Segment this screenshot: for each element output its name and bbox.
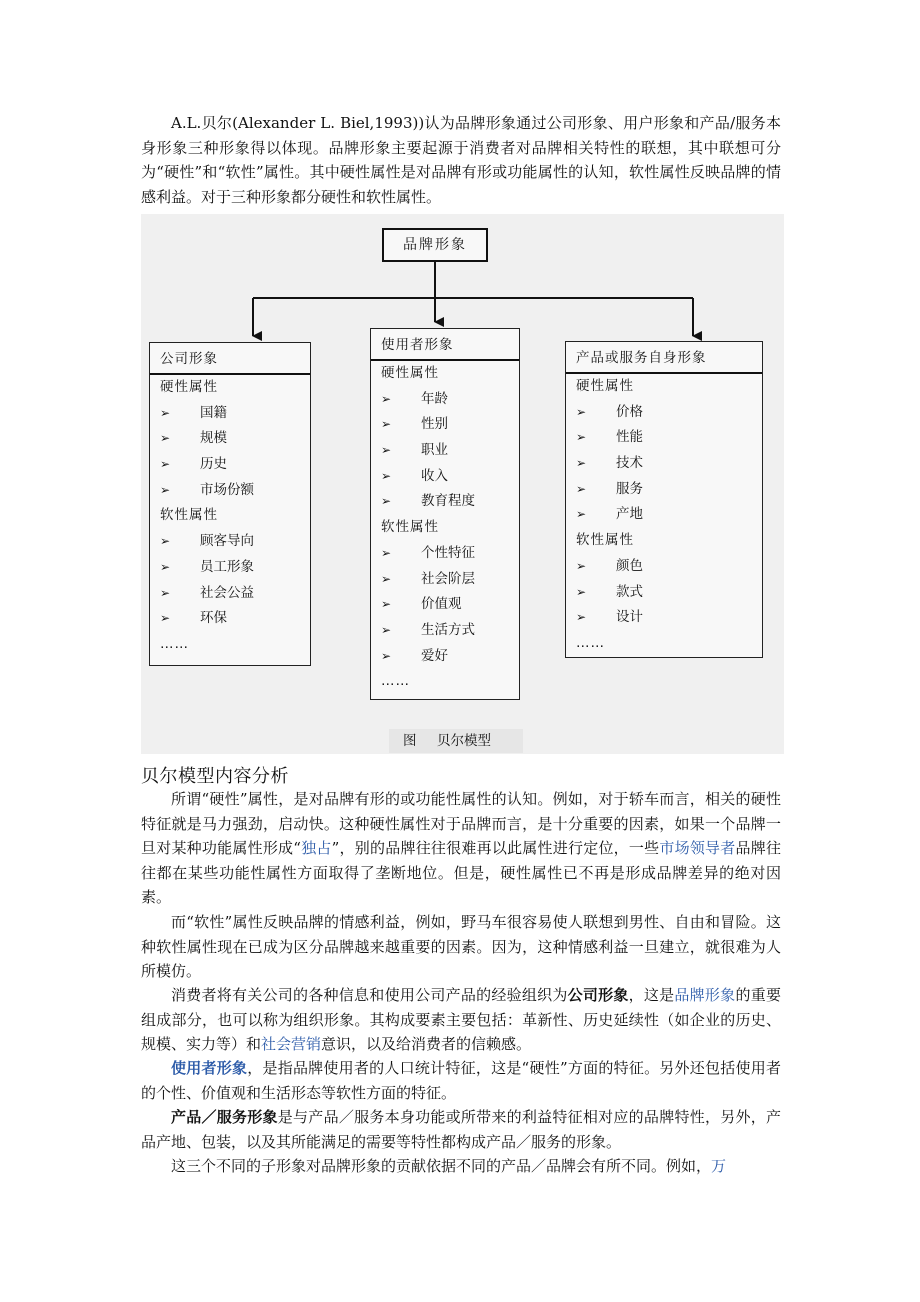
bullet-arrow-icon: ➢ [160, 585, 171, 600]
paragraph-hard-attributes: 所谓“硬性”属性，是对品牌有形的或功能性属性的认知。例如，对于轿车而言，相关的硬性特征就是马力强劲，启动快。这种硬性属性对于品牌而言，是十分重要的因素，如果一个品牌一旦对某种功能属性形成“独占”，别的品牌往往很难再以此属性进行定位，一些市场领导者品牌往往都在某些功能性属性方面取得了垄断地位。但是，硬性属性已不再是形成品牌差异的绝对因素。 [141, 790, 781, 906]
bullet-arrow-icon: ➢ [381, 468, 392, 483]
bullet-arrow-icon: ➢ [160, 534, 171, 549]
bullet-arrow-icon: ➢ [381, 545, 392, 560]
ellipsis: …… [381, 673, 410, 690]
list-item: ➢ 个性特征 [371, 541, 519, 567]
bullet-arrow-icon: ➢ [576, 430, 587, 445]
list-item: ➢ 设计 [566, 605, 762, 631]
bullet-arrow-icon: ➢ [381, 443, 392, 458]
link-truncated[interactable]: 万 [711, 1157, 727, 1175]
list-item: ➢ 技术 [566, 451, 762, 477]
list-item: ➢ 颜色 [566, 554, 762, 580]
list-item: ➢ 价值观 [371, 592, 519, 618]
link-monopoly[interactable]: 独占 [300, 839, 332, 857]
list-item: ➢ 国籍 [150, 401, 310, 427]
biel-model-figure [141, 214, 784, 754]
bullet-arrow-icon: ➢ [576, 404, 587, 419]
bullet-arrow-icon: ➢ [160, 611, 171, 626]
intro-text: A.L.贝尔(Alexander L. Biel,1993))认为品牌形象通过公司形象、用户形象和产品/服务本身形象三种形象得以体现。品牌形象主要起源于消费者对品牌相关特性的联想，其中联想可分为“硬性”和“软性”属性。其中硬性属性是对品牌有形或功能属性的认知，软性属性反映品牌的情感利益。对于三种形象都分硬性和软性属性。 [141, 114, 781, 206]
hard-attributes-label: 硬性属性 [576, 378, 634, 394]
soft-attributes-label: 软性属性 [576, 532, 634, 549]
bullet-arrow-icon: ➢ [160, 457, 171, 472]
bullet-arrow-icon: ➢ [160, 482, 171, 497]
list-item: ➢ 社会公益 [150, 581, 310, 607]
paragraph-sub-images: 这三个不同的子形象对品牌形象的贡献依据不同的产品／品牌会有所不同。例如，万 [171, 1157, 727, 1175]
list-item: ➢ 爱好 [371, 644, 519, 670]
bullet-arrow-icon: ➢ [160, 559, 171, 574]
list-item: ➢ 产地 [566, 502, 762, 528]
bullet-arrow-icon: ➢ [576, 456, 587, 471]
bullet-arrow-icon: ➢ [381, 417, 392, 432]
paragraph-company-image: 消费者将有关公司的各种信息和使用公司产品的经验组织为公司形象，这是品牌形象的重要组成部分，也可以称为组织形象。其构成要素主要包括：革新性、历史延续性（如企业的历史、规模、实力等）和社会营销意识，以及给消费者的信赖感。 [141, 986, 781, 1053]
list-item: ➢ 款式 [566, 580, 762, 606]
intro-paragraph [141, 111, 781, 209]
product-service-image-title: 产品或服务自身形象 [566, 342, 762, 374]
user-image-title: 使用者形象 [371, 329, 519, 361]
bullet-arrow-icon: ➢ [381, 597, 392, 612]
list-item: ➢ 服务 [566, 477, 762, 503]
bullet-arrow-icon: ➢ [576, 610, 587, 625]
link-social-marketing[interactable]: 社会营销 [261, 1035, 322, 1053]
list-item: ➢ 历史 [150, 452, 310, 478]
link-brand-image[interactable]: 品牌形象 [674, 986, 736, 1004]
bullet-arrow-icon: ➢ [576, 507, 587, 522]
list-item: ➢ 价格 [566, 400, 762, 426]
caption-title: 贝尔模型 [437, 733, 491, 749]
list-item: ➢ 环保 [150, 606, 310, 632]
paragraph-user-image: 使用者形象，是指品牌使用者的人口统计特征，这是“硬性”方面的特征。另外还包括使用者的个性、价值观和生活形态等软性方面的特征。 [141, 1059, 781, 1102]
list-item: ➢ 职业 [371, 438, 519, 464]
bullet-arrow-icon: ➢ [160, 431, 171, 446]
section-title: 贝尔模型内容分析 [141, 766, 289, 787]
list-item: ➢ 收入 [371, 464, 519, 490]
paragraph-soft-attributes: 而“软性”属性反映品牌的情感利益，例如，野马车很容易使人联想到男性、自由和冒险。这种软性属性现在已成为区分品牌越来越重要的因素。因为，这种情感利益一旦建立，就很难为人所模仿。 [141, 913, 781, 980]
company-image-title: 公司形象 [150, 343, 310, 375]
bullet-arrow-icon: ➢ [576, 584, 587, 599]
soft-attributes-label: 软性属性 [160, 507, 218, 524]
bullet-arrow-icon: ➢ [381, 622, 392, 637]
hard-attributes-label: 硬性属性 [381, 365, 439, 381]
list-item: ➢ 年龄 [371, 387, 519, 413]
caption-prefix: 图 [403, 733, 417, 749]
user-image-box [370, 328, 520, 700]
paragraph-product-image: 产品／服务形象是与产品／服务本身功能或所带来的利益特征相对应的品牌特性，另外，产品产地、包装，以及其所能满足的需要等特性都构成产品／服务的形象。 [141, 1108, 781, 1151]
list-item: ➢ 性能 [566, 425, 762, 451]
soft-attributes-label: 软性属性 [381, 519, 439, 536]
hard-attributes-label: 硬性属性 [160, 379, 218, 395]
company-image-box [149, 342, 311, 666]
list-item: ➢ 顾客导向 [150, 529, 310, 555]
bullet-arrow-icon: ➢ [381, 648, 392, 663]
list-item: ➢ 性别 [371, 412, 519, 438]
list-item: ➢ 社会阶层 [371, 567, 519, 593]
term-product-service-image: 产品／服务形象 [171, 1108, 278, 1126]
bullet-arrow-icon: ➢ [160, 405, 171, 420]
list-item: ➢ 规模 [150, 426, 310, 452]
list-item: ➢ 员工形象 [150, 555, 310, 581]
bullet-arrow-icon: ➢ [381, 391, 392, 406]
product-service-image-box [565, 341, 763, 658]
term-company-image: 公司形象 [567, 986, 629, 1004]
link-user-image[interactable]: 使用者形象 [171, 1059, 248, 1077]
figure-caption [389, 729, 523, 753]
bullet-arrow-icon: ➢ [381, 494, 392, 509]
list-item: ➢ 生活方式 [371, 618, 519, 644]
ellipsis: …… [160, 635, 189, 652]
bullet-arrow-icon: ➢ [576, 481, 587, 496]
ellipsis: …… [576, 634, 605, 651]
list-item: ➢ 市场份额 [150, 478, 310, 504]
link-market-leader[interactable]: 市场领导者 [659, 839, 736, 857]
brand-image-box: 品牌形象 [382, 228, 488, 262]
bullet-arrow-icon: ➢ [576, 558, 587, 573]
list-item: ➢ 教育程度 [371, 489, 519, 515]
bullet-arrow-icon: ➢ [381, 571, 392, 586]
